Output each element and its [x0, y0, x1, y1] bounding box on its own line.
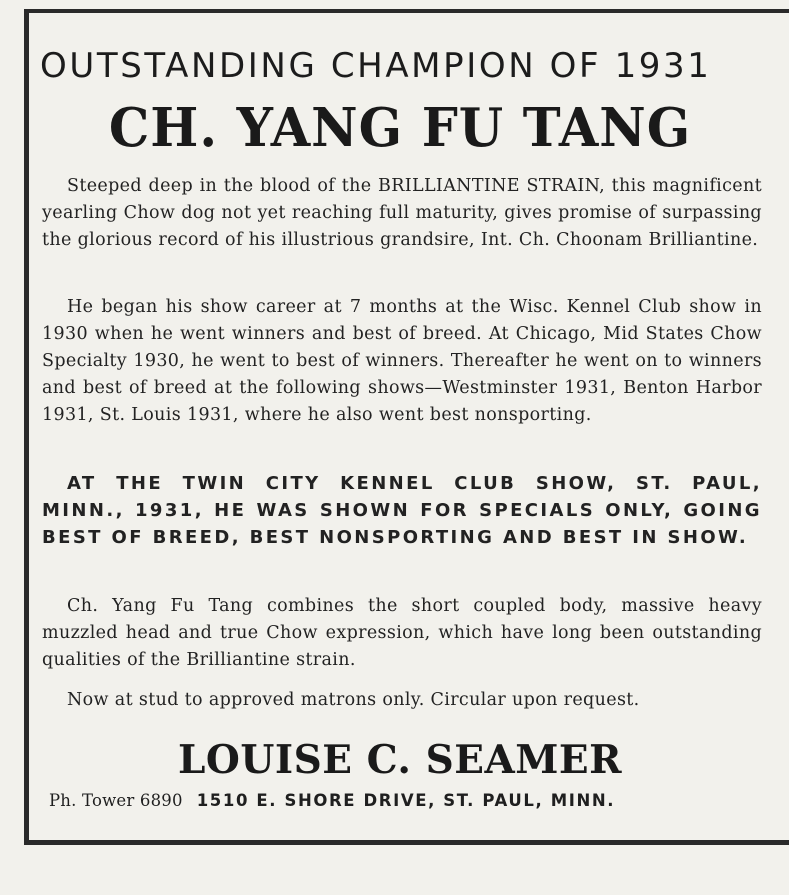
- paragraph-stud-notice: Now at stud to approved matrons only. Circular upon request.: [67, 690, 640, 710]
- paragraph-qualities: Ch. Yang Fu Tang combines the short coupled body, massive heavy muzzled head and true Chow expression, which have long been outstanding qualities of the Brilliantine strain.: [42, 596, 762, 670]
- paragraph-lineage: Steeped deep in the blood of the BRILLIANTINE STRAIN, this magnificent yearling Chow dog not yet reaching full maturity, gives promise of surpassing the glorious record of his illustrious grandsire, Int. Ch. Choonam Brilliantine.: [42, 176, 762, 250]
- contact-line: [40, 788, 760, 814]
- phone-number: Ph. Tower 6890: [49, 791, 183, 810]
- street-address: 1510 E. SHORE DRIVE, ST. PAUL, MINN.: [196, 791, 616, 810]
- paragraph-show-career: He began his show career at 7 months at the Wisc. Kennel Club show in 1930 when he went winners and best of breed. At Chicago, Mid States Chow Specialty 1930, he went to best of winners. Thereafter he went on to winners and best of breed at the following shows—Westminster 1931, Benton Harbor 1931, St. Louis 1931, where he also went best nonsporting.: [42, 297, 762, 425]
- paragraph-twin-city-win: AT THE TWIN CITY KENNEL CLUB SHOW, ST. PAUL, MINN., 1931, HE WAS SHOWN FOR SPECIALS ONLY, GOING BEST OF BREED, BEST NONSPORTING AND BEST IN SHOW.: [42, 473, 762, 548]
- owner-name: LOUISE C. SEAMER: [177, 737, 623, 783]
- headline-outstanding-champion: OUTSTANDING CHAMPION OF 1931: [40, 46, 712, 86]
- headline-dog-name: CH. YANG FU TANG: [108, 97, 692, 159]
